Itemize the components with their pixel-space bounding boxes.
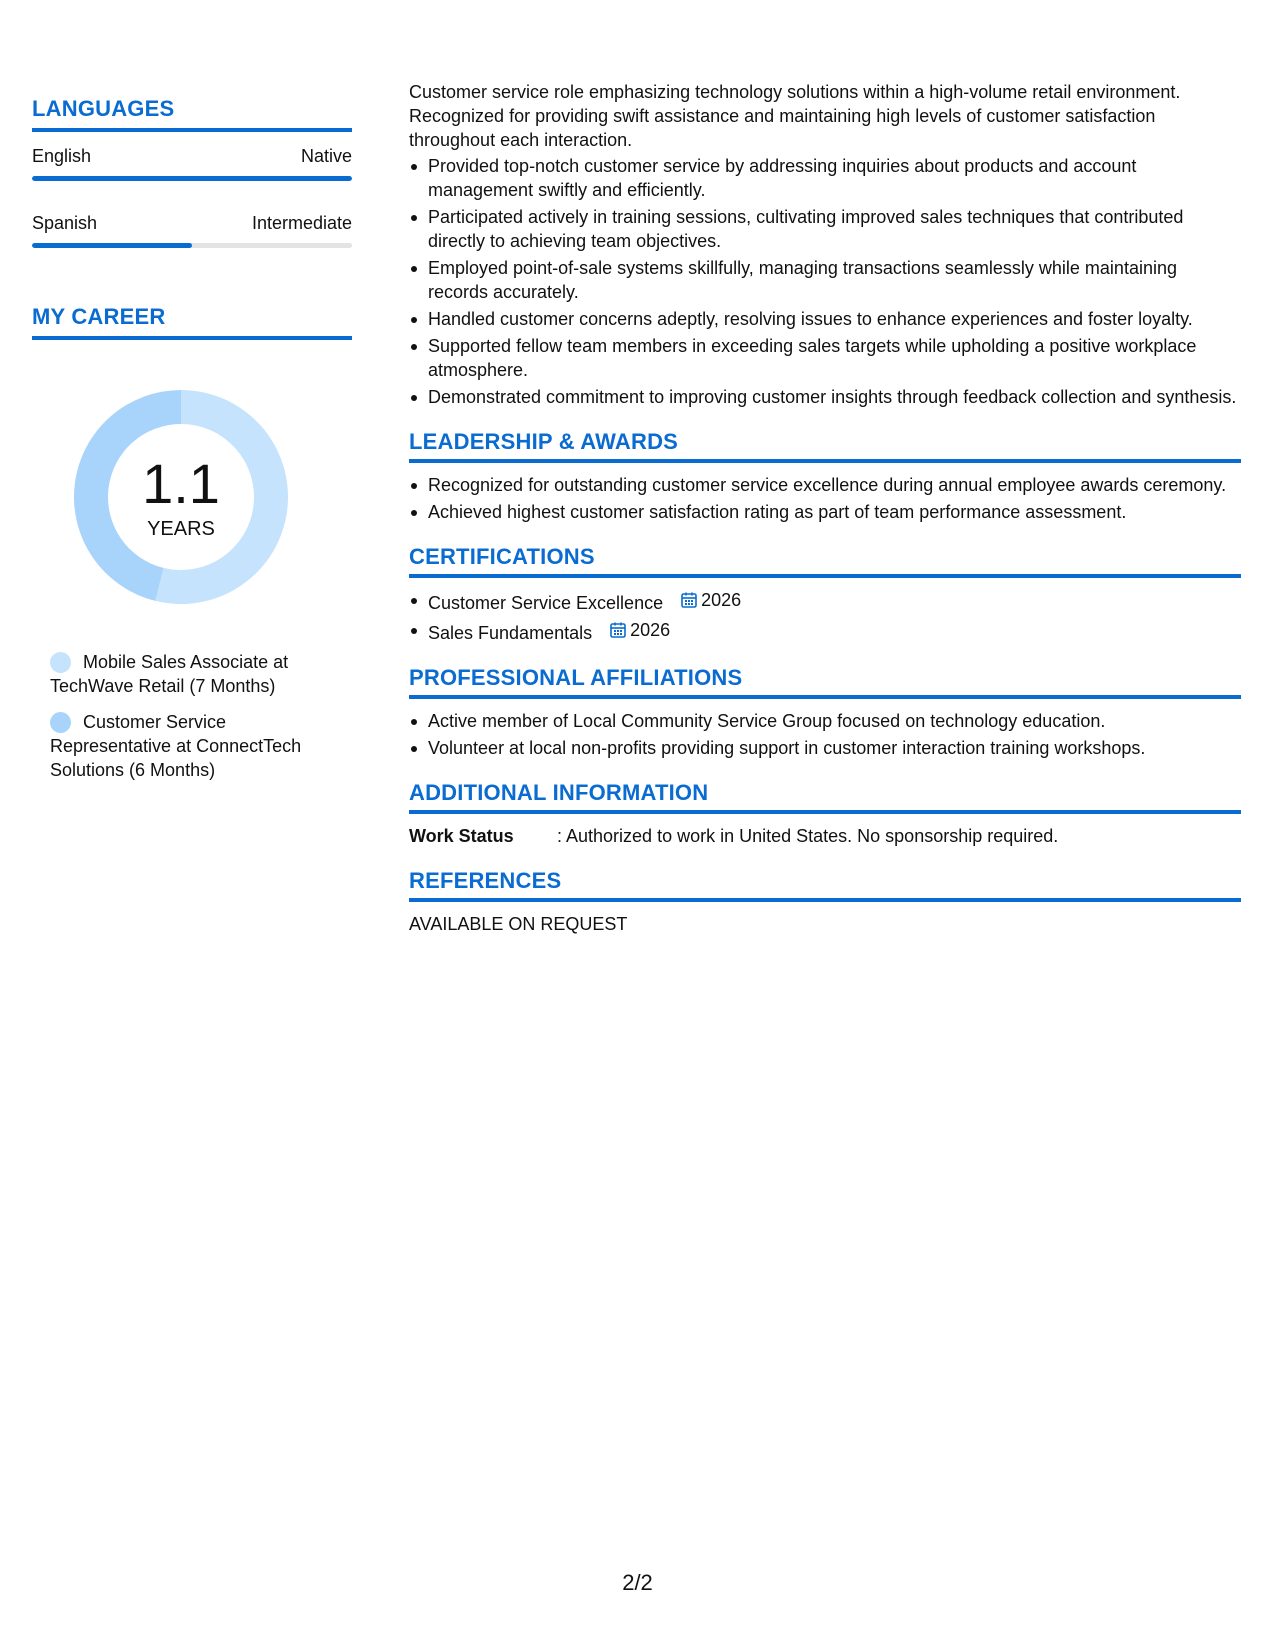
language-item bbox=[32, 211, 352, 248]
sidebar bbox=[32, 96, 352, 794]
certification-date bbox=[680, 588, 741, 612]
certification-date bbox=[609, 618, 670, 642]
career-legend bbox=[32, 650, 352, 782]
leadership-heading: LEADERSHIP & AWARDS bbox=[409, 429, 1241, 463]
certification-name: Sales Fundamentals bbox=[428, 623, 593, 643]
experience-bullets bbox=[409, 154, 1241, 409]
work-status-label: Work Status bbox=[409, 826, 514, 846]
certification-item bbox=[409, 588, 1241, 615]
certification-year: 2026 bbox=[630, 620, 671, 640]
list-item: Handled customer concerns adeptly, resolving issues to enhance experiences and foster loyalty. bbox=[409, 307, 1241, 331]
main-content bbox=[409, 80, 1241, 936]
work-status-row bbox=[409, 824, 1241, 848]
certification-name: Customer Service Excellence bbox=[428, 593, 664, 613]
career-legend-item bbox=[50, 710, 352, 782]
references-text: AVAILABLE ON REQUEST bbox=[409, 914, 628, 934]
language-level: Native bbox=[300, 146, 352, 166]
career-total-value: 1.1 bbox=[142, 452, 220, 515]
experience-summary: Customer service role emphasizing technology solutions within a high-volume retail environment. Recognized for providing swift assistance and maintaining high levels of customer satisfaction throughout each interaction. bbox=[409, 82, 1181, 150]
list-item: Provided top-notch customer service by addressing inquiries about products and account management swiftly and efficiently. bbox=[409, 154, 1241, 202]
list-item: Achieved highest customer satisfaction rating as part of team performance assessment. bbox=[409, 500, 1241, 524]
career-section bbox=[32, 304, 352, 782]
additional-info-heading: ADDITIONAL INFORMATION bbox=[409, 780, 1241, 814]
calendar-icon bbox=[609, 621, 627, 639]
references-heading: REFERENCES bbox=[409, 868, 1241, 902]
language-proficiency-fill bbox=[32, 176, 352, 181]
career-legend-item bbox=[50, 650, 352, 698]
page-number: 2/2 bbox=[622, 1570, 653, 1595]
language-level: Intermediate bbox=[251, 213, 352, 233]
career-heading: MY CAREER bbox=[32, 304, 352, 340]
calendar-icon bbox=[680, 591, 698, 609]
language-name: Spanish bbox=[32, 213, 98, 233]
language-proficiency-bar bbox=[32, 176, 352, 181]
language-proficiency-fill bbox=[32, 243, 192, 248]
career-legend-label: Customer Service Representative at ConnectTech Solutions (6 Months) bbox=[50, 712, 302, 780]
affiliations-list bbox=[409, 709, 1241, 760]
legend-dot-icon bbox=[50, 712, 71, 733]
affiliations-heading: PROFESSIONAL AFFILIATIONS bbox=[409, 665, 1241, 699]
legend-dot-icon bbox=[50, 652, 71, 673]
certification-year: 2026 bbox=[701, 590, 742, 610]
languages-section bbox=[32, 96, 352, 248]
certifications-list bbox=[409, 588, 1241, 645]
list-item: Employed point-of-sale systems skillfully, managing transactions seamlessly while maintaining records accurately. bbox=[409, 256, 1241, 304]
list-item: Active member of Local Community Service Group focused on technology education. bbox=[409, 709, 1241, 733]
leadership-list bbox=[409, 473, 1241, 524]
career-donut-chart bbox=[66, 382, 296, 612]
career-total-unit: YEARS bbox=[147, 518, 215, 540]
language-proficiency-bar bbox=[32, 243, 352, 248]
language-item bbox=[32, 144, 352, 181]
language-name: English bbox=[32, 146, 92, 166]
languages-heading: LANGUAGES bbox=[32, 96, 352, 132]
work-status-value: : Authorized to work in United States. No sponsorship required. bbox=[557, 826, 1059, 846]
certifications-heading: CERTIFICATIONS bbox=[409, 544, 1241, 578]
list-item: Supported fellow team members in exceeding sales targets while upholding a positive workplace atmosphere. bbox=[409, 334, 1241, 382]
list-item: Recognized for outstanding customer service excellence during annual employee awards ceremony. bbox=[409, 473, 1241, 497]
career-legend-label: Mobile Sales Associate at TechWave Retail (7 Months) bbox=[50, 652, 289, 696]
list-item: Demonstrated commitment to improving customer insights through feedback collection and synthesis. bbox=[409, 385, 1241, 409]
list-item: Volunteer at local non-profits providing support in customer interaction training workshops. bbox=[409, 736, 1241, 760]
certification-item bbox=[409, 618, 1241, 645]
list-item: Participated actively in training sessions, cultivating improved sales techniques that contributed directly to achieving team objectives. bbox=[409, 205, 1241, 253]
